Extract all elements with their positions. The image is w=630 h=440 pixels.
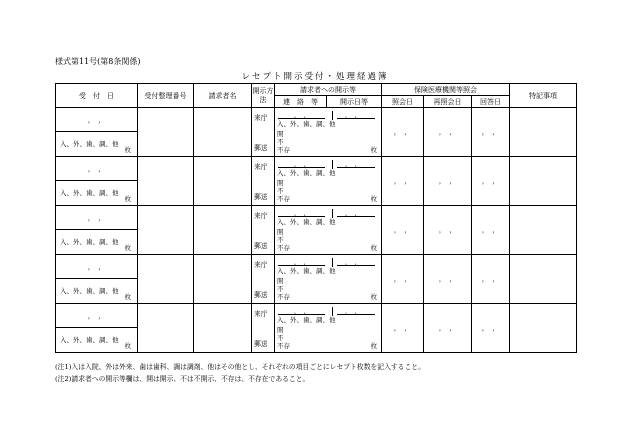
reinquiry-date-cell[interactable]: ， ， <box>424 157 472 206</box>
form-number: 様式第11号(第8条関係) <box>55 57 141 66</box>
method-cell[interactable] <box>252 304 275 353</box>
inquiry-date-cell[interactable]: ， ， <box>382 255 424 304</box>
number-cell[interactable] <box>138 108 194 157</box>
disclosure-count-unit: 枚 <box>370 342 377 350</box>
disclosure-cell[interactable] <box>275 304 382 353</box>
header-remarks: 特記事項 <box>510 84 577 108</box>
remarks-cell[interactable] <box>510 255 577 304</box>
header-insurer-group: 保険医療機関等照会 <box>382 84 510 96</box>
method-cell[interactable] <box>252 108 275 157</box>
disclosure-absent: 不存 <box>277 293 290 301</box>
header-method: 開示方法 <box>252 84 275 108</box>
remarks-cell[interactable] <box>510 304 577 353</box>
disclosure-date-1: ， ， <box>293 209 311 217</box>
count-unit: 枚 <box>124 146 131 154</box>
number-cell[interactable] <box>138 255 194 304</box>
number-cell[interactable] <box>138 206 194 255</box>
header-inquiry-date: 照会日 <box>382 96 424 108</box>
disclosure-not: 不 <box>277 187 284 195</box>
reinquiry-date-cell[interactable]: ， ， <box>424 304 472 353</box>
count-unit: 枚 <box>124 342 131 350</box>
underline-2 <box>337 167 375 168</box>
disclosure-open: 開 <box>277 228 284 236</box>
header-contact: 連 絡 等 <box>275 96 327 108</box>
requester-cell[interactable] <box>194 304 252 353</box>
number-cell[interactable] <box>138 304 194 353</box>
reception-ledger-table <box>55 83 577 353</box>
method-visit: 来庁 <box>254 163 268 171</box>
category-line: 入、外、歯、調、他 <box>60 336 119 344</box>
disclosure-not: 不 <box>277 334 284 342</box>
disclosure-date-2: ， ， <box>344 209 362 217</box>
inquiry-date-cell[interactable]: ， ， <box>382 206 424 255</box>
disclosure-date-2: ， ， <box>344 160 362 168</box>
table-row <box>56 206 577 230</box>
date-cell[interactable]: ， ， <box>56 206 138 230</box>
disclosure-absent: 不存 <box>277 146 290 154</box>
disclosure-absent: 不存 <box>277 244 290 252</box>
note-2: (注2)請求者への開示等欄は、開は開示、不は不開示、不存は、不存在であること。 <box>55 375 310 383</box>
count-unit: 枚 <box>124 195 131 203</box>
disclosure-cell[interactable] <box>275 157 382 206</box>
inquiry-date-cell[interactable]: ， ， <box>382 108 424 157</box>
table-row <box>56 304 577 328</box>
category-cell[interactable] <box>56 279 138 304</box>
disclosure-date-2: ， ， <box>344 111 362 119</box>
method-visit: 来庁 <box>254 310 268 318</box>
disclosure-cell[interactable] <box>275 255 382 304</box>
reinquiry-date-cell[interactable]: ， ， <box>424 108 472 157</box>
disclosure-open: 開 <box>277 130 284 138</box>
reinquiry-date-cell[interactable]: ， ， <box>424 255 472 304</box>
method-mail: 郵送 <box>254 242 268 250</box>
disclosure-categories: 入、外、歯、調、他 <box>277 218 336 226</box>
disclosure-date-1: ， ， <box>293 111 311 119</box>
disclosure-date-1: ， ， <box>293 307 311 315</box>
disclosure-categories: 入、外、歯、調、他 <box>277 316 336 324</box>
count-unit: 枚 <box>124 293 131 301</box>
method-mail: 郵送 <box>254 291 268 299</box>
notes <box>55 361 425 385</box>
requester-cell[interactable] <box>194 255 252 304</box>
underline-2 <box>337 118 375 119</box>
category-line: 入、外、歯、調、他 <box>60 189 119 197</box>
disclosure-date-2: ， ， <box>344 307 362 315</box>
disclosure-open: 開 <box>277 277 284 285</box>
disclosure-date-1: ， ， <box>293 258 311 266</box>
header-requester: 請求者名 <box>194 84 252 108</box>
method-visit: 来庁 <box>254 212 268 220</box>
category-cell[interactable] <box>56 328 138 353</box>
disclosure-categories: 入、外、歯、調、他 <box>277 267 336 275</box>
answer-date-cell[interactable]: ， ， <box>472 206 510 255</box>
answer-date-cell[interactable]: ， ， <box>472 108 510 157</box>
reinquiry-date-cell[interactable]: ， ， <box>424 206 472 255</box>
date-cell[interactable]: ， ， <box>56 108 138 132</box>
inquiry-date-cell[interactable]: ， ， <box>382 304 424 353</box>
requester-cell[interactable] <box>194 206 252 255</box>
method-mail: 郵送 <box>254 144 268 152</box>
header-disclosure-group: 請求者への開示等 <box>275 84 382 96</box>
number-cell[interactable] <box>138 157 194 206</box>
disclosure-count-unit: 枚 <box>370 195 377 203</box>
category-line: 入、外、歯、調、他 <box>60 140 119 148</box>
disclosure-date-1: ， ， <box>293 160 311 168</box>
disclosure-date-2: ， ， <box>344 258 362 266</box>
method-cell[interactable] <box>252 206 275 255</box>
document-title: レセプト開示受付・処理経過簿 <box>241 72 389 82</box>
method-mail: 郵送 <box>254 340 268 348</box>
method-visit: 来庁 <box>254 261 268 269</box>
disclosure-open: 開 <box>277 326 284 334</box>
method-cell[interactable] <box>252 157 275 206</box>
table-row <box>56 255 577 279</box>
underline-2 <box>337 314 375 315</box>
header-row <box>56 84 577 96</box>
disclosure-absent: 不存 <box>277 342 290 350</box>
disclosure-absent: 不存 <box>277 195 290 203</box>
disclosure-count-unit: 枚 <box>370 244 377 252</box>
disclosure-count-unit: 枚 <box>370 293 377 301</box>
header-number: 受付整理番号 <box>138 84 194 108</box>
date-cell[interactable]: ， ， <box>56 304 138 328</box>
table-row <box>56 108 577 132</box>
disclosure-not: 不 <box>277 138 284 146</box>
disclosure-categories: 入、外、歯、調、他 <box>277 169 336 177</box>
header-answer-date: 回答日 <box>472 96 510 108</box>
disclosure-open: 開 <box>277 179 284 187</box>
date-cell[interactable]: ， ， <box>56 157 138 181</box>
method-visit: 来庁 <box>254 114 268 122</box>
disclosure-cell[interactable] <box>275 206 382 255</box>
remarks-cell[interactable] <box>510 108 577 157</box>
table-row <box>56 157 577 181</box>
remarks-cell[interactable] <box>510 206 577 255</box>
disclosure-not: 不 <box>277 236 284 244</box>
answer-date-cell[interactable]: ， ， <box>472 255 510 304</box>
header-reinquiry-date: 再照会日 <box>424 96 472 108</box>
category-cell[interactable] <box>56 181 138 206</box>
answer-date-cell[interactable]: ， ， <box>472 157 510 206</box>
inquiry-date-cell[interactable]: ， ， <box>382 157 424 206</box>
category-line: 入、外、歯、調、他 <box>60 287 119 295</box>
disclosure-count-unit: 枚 <box>370 146 377 154</box>
note-1: (注1)入は入院、外は外来、歯は歯科、調は調剤、他はその他とし、それぞれの項目ごとにレセプト枚数を記入すること。 <box>55 363 425 371</box>
category-cell[interactable] <box>56 230 138 255</box>
underline-2 <box>337 265 375 266</box>
requester-cell[interactable] <box>194 157 252 206</box>
disclosure-cell[interactable] <box>275 108 382 157</box>
answer-date-cell[interactable]: ， ， <box>472 304 510 353</box>
header-date: 受 付 日 <box>56 84 138 108</box>
header-disclosure-date: 開示日等 <box>327 96 382 108</box>
count-unit: 枚 <box>124 244 131 252</box>
disclosure-categories: 入、外、歯、調、他 <box>277 120 336 128</box>
remarks-cell[interactable] <box>510 157 577 206</box>
category-line: 入、外、歯、調、他 <box>60 238 119 246</box>
underline-2 <box>337 216 375 217</box>
requester-cell[interactable] <box>194 108 252 157</box>
method-mail: 郵送 <box>254 193 268 201</box>
method-cell[interactable] <box>252 255 275 304</box>
category-cell[interactable] <box>56 132 138 157</box>
disclosure-not: 不 <box>277 285 284 293</box>
date-cell[interactable]: ， ， <box>56 255 138 279</box>
